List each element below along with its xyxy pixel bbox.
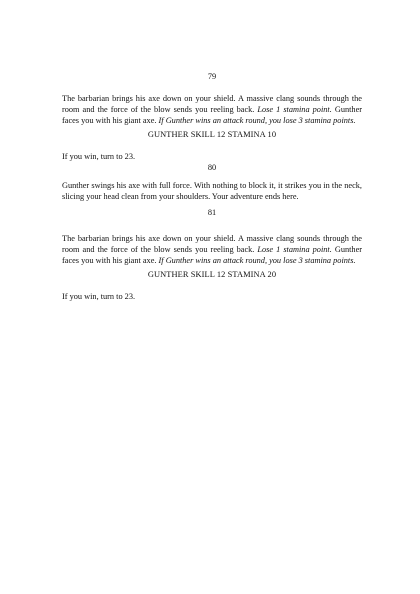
section-81-stat-line: GUNTHER SKILL 12 STAMINA 20 [147, 270, 277, 279]
section-80-paragraph: Gunther swings his axe with full force. With nothing to block it, it strikes you in the neck, slicing your head clean from your shoulders. Your adventure ends here. [62, 181, 362, 202]
section-81-text-mid: Gunther faces you with his giant axe. [62, 245, 363, 266]
section-79-outcome: If you win, turn to 23. [62, 152, 136, 161]
section-79-stat-line: GUNTHER SKILL 12 STAMINA 10 [147, 130, 277, 139]
section-number-80: 80 [207, 163, 217, 172]
section-number-79: 79 [207, 72, 217, 81]
section-79-italic-stamina-loss: Lose 1 stamina point. [257, 105, 332, 115]
section-79-paragraph [62, 93, 362, 127]
section-81-outcome: If you win, turn to 23. [62, 292, 136, 301]
section-number-81: 81 [207, 208, 217, 217]
section-79-text-mid: Gunther faces you with his giant axe. [62, 105, 363, 126]
section-81-italic-attack-rule: If Gunther wins an attack round, you lose 3 stamina points. [158, 256, 356, 266]
section-81-paragraph [62, 233, 362, 267]
section-79-text-before: The barbarian brings his axe down on your shield. A massive clang sounds through the room and the force of the blow sends you reeling back. [62, 94, 362, 115]
section-79-italic-attack-rule: If Gunther wins an attack round, you lose 3 stamina points. [158, 116, 356, 126]
section-81-text-before: The barbarian brings his axe down on your shield. A massive clang sounds through the room and the force of the blow sends you reeling back. [62, 234, 362, 255]
section-81-italic-stamina-loss: Lose 1 stamina point. [257, 245, 332, 255]
